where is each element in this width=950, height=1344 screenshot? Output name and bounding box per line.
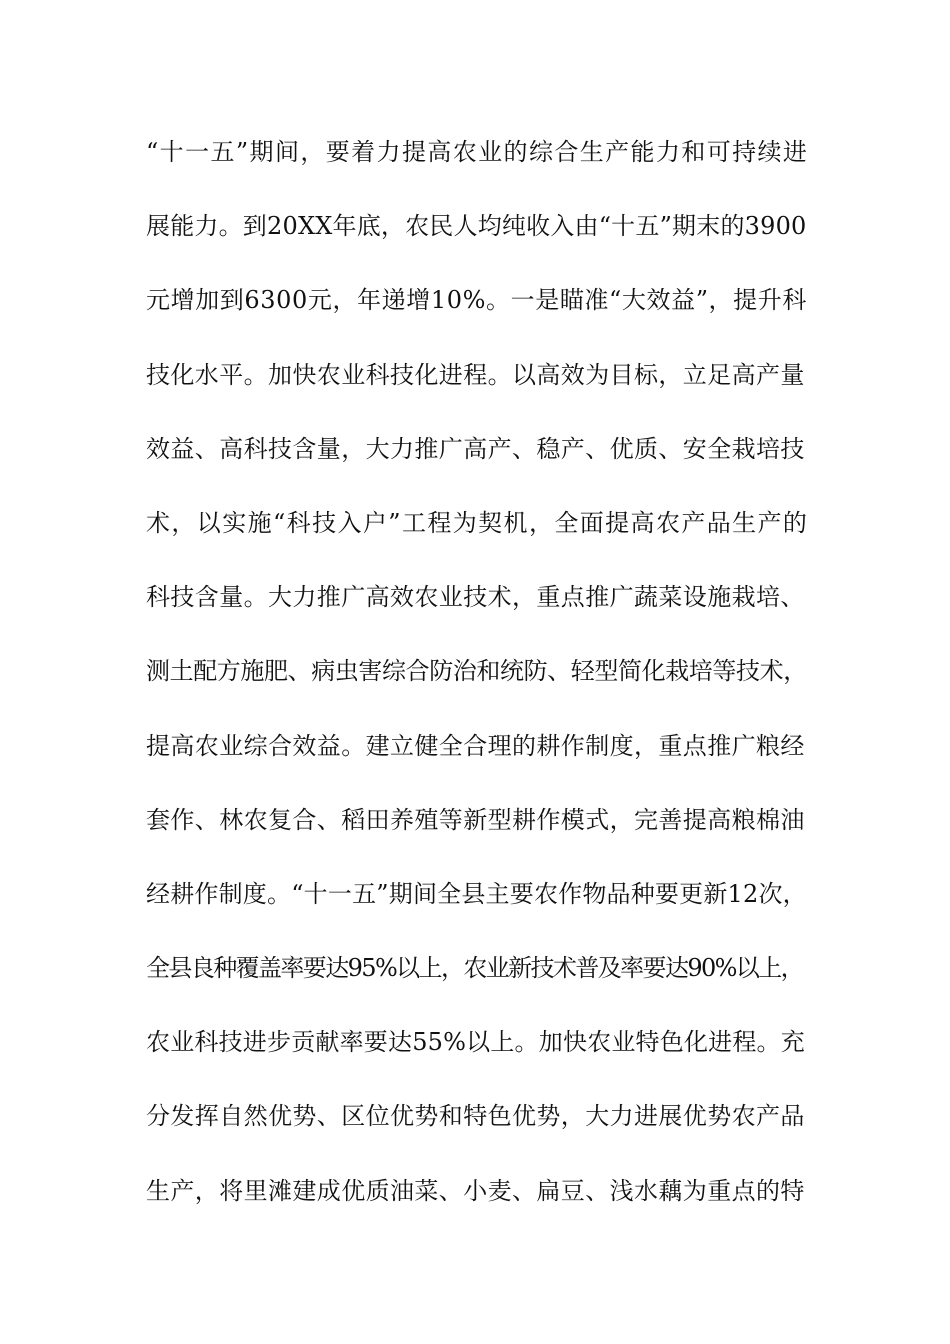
text-line: 术，以实施“科技入户”工程为契机，全面提高农产品生产的: [146, 508, 809, 537]
text-line: 提高农业综合效益。建立健全合理的耕作制度，重点推广粮经: [146, 731, 805, 760]
text-line: 测土配方施肥、病虫害综合防治和统防、轻型简化栽培等技术，: [146, 657, 807, 686]
text-line: 展能力。到20XX年底，农民人均纯收入由“十五”期末的3900: [146, 212, 807, 241]
text-line: 技化水平。加快农业科技化进程。以高效为目标，立足高产量: [146, 360, 805, 389]
text-line: 全县良种覆盖率要达95%以上，农业新技术普及率要达90%以上，: [146, 954, 804, 983]
text-line: 分发挥自然优势、区位优势和特色优势，大力进展优势农产品: [146, 1102, 805, 1131]
text-line: 套作、林农复合、稻田养殖等新型耕作模式，完善提高粮棉油: [146, 805, 805, 834]
text-line: 效益、高科技含量，大力推广高产、稳产、优质、安全栽培技: [146, 434, 805, 463]
text-line: 经耕作制度。“十一五”期间全县主要农作物品种要更新12次，: [146, 879, 807, 908]
body-text: [146, 130, 809, 1243]
text-line: 农业科技进步贡献率要达55%以上。加快农业特色化进程。充: [146, 1028, 805, 1057]
text-line: 元增加到6300元，年递增10%。一是瞄准“大效益”，提升科: [146, 286, 807, 315]
text-line: “十一五”期间，要着力提高农业的综合生产能力和可持续进: [146, 138, 809, 166]
text-line: 生产，将里滩建成优质油菜、小麦、扁豆、浅水藕为重点的特: [146, 1176, 805, 1205]
text-line: 科技含量。大力推广高效农业技术，重点推广蔬菜设施栽培、: [146, 583, 805, 612]
